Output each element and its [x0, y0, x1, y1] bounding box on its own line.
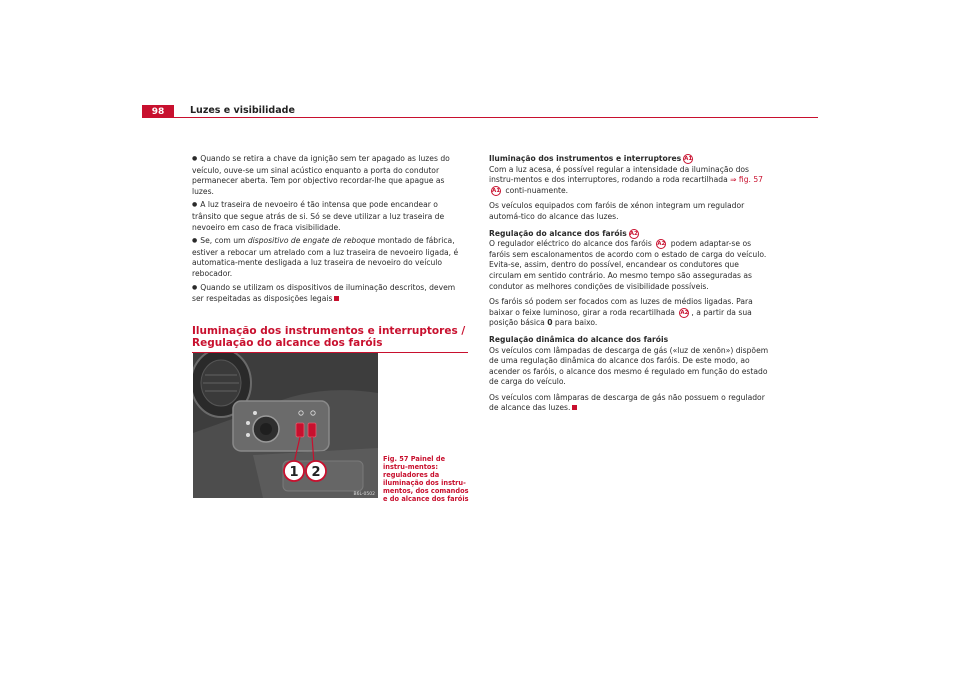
callout-2-label: 2	[311, 465, 321, 480]
paragraph: Os veículos com lâmpadas de descarga de gás («luz de xenõn») dispõem de uma regulação dinâmica do alcance dos faróis. De este modo, ao acender os faróis, o alcance dos mesmo é regulado em função do estado de carga do veículo.	[489, 345, 769, 387]
subheading: Regulação dinâmica do alcance dos faróis	[489, 334, 669, 344]
knob-center	[260, 423, 272, 435]
callout-a2-badge: A2	[679, 308, 689, 318]
end-mark-icon	[572, 405, 577, 410]
paragraph	[489, 239, 769, 292]
bullet-item: ● A luz traseira de nevoeiro é tão intensa que pode encandear o trânsito que segue atrás de si. Só se deve utilizar a luz traseira de nevoeiro em caso de fraca visibilidade.	[192, 200, 468, 233]
paragraph	[489, 393, 769, 414]
left-column	[192, 154, 468, 353]
subheading	[489, 229, 769, 240]
bullet-item: ● Quando se retira a chave da ignição sem ter apagado as luzes do veículo, ouve-se um sinal acústico enquanto a porta do condutor permanecer aberta. Tem por objectivo recordar-lhe que apague as luzes.	[192, 154, 468, 197]
paragraph-text: Os faróis só podem ser focados com as luzes de médios ligadas. Para baixar o feixe luminoso, girar a roda recartilhada	[489, 297, 753, 317]
right-column	[489, 154, 769, 417]
basic-position-zero: 0	[547, 318, 553, 328]
paragraph-text: para baixo.	[552, 318, 598, 328]
symbol-icon	[246, 421, 250, 425]
paragraph-text: , a partir da sua posição básica	[489, 307, 752, 328]
figure-reference-link[interactable]: ⇒ fig. 57	[730, 175, 764, 185]
paragraph-text: podem adaptar-se os faróis sem escalonamentos de acordo com o estado de carga do veículo. Evita-se, assim, dentro do possível, encandear os condutores que circulam em sentido contrário. Ao mesmo tempo são asseguradas as condutor as melhores condições de visibilidade possíveis.	[489, 239, 767, 291]
callout-1-label: 1	[289, 465, 299, 480]
paragraph-text: conti-nuamente.	[503, 185, 569, 195]
paragraph-text: O regulador eléctrico do alcance dos faróis	[489, 239, 655, 249]
symbol-icon	[253, 411, 257, 415]
callout-a1-badge: A1	[491, 186, 501, 196]
bullet-text: montado de fábrica, estiver a rebocar um atrelado com a luz traseira de nevoeiro ligada, é automatica-mente desligada a luz traseira de nevoeiro do veículo rebocador.	[192, 236, 459, 278]
bullet-item	[192, 236, 468, 279]
paragraph-text: Os veículos com lâmparas de descarga de gás não possuem o regulador de alcance das luzes.	[489, 392, 765, 413]
callout-a1-badge: A1	[683, 154, 693, 164]
subheading-text: Regulação do alcance dos faróis	[489, 228, 627, 238]
callout-a2-badge: A2	[629, 229, 639, 239]
header-rule	[142, 117, 818, 118]
paragraph: Os veículos equipados com faróis de xénon integram um regulador automá-tico do alcance das luzes.	[489, 201, 745, 221]
bullet-item	[192, 283, 468, 305]
subheading	[489, 154, 769, 165]
paragraph-text: Com a luz acesa, é possível regular a intensidade da iluminação dos instru-mentos e dos interruptores, rodando a roda recartilhada	[489, 164, 750, 185]
dimmer-wheel	[296, 423, 304, 437]
subheading-text: Iluminação dos instrumentos e interruptores	[489, 154, 682, 163]
bullet-text: Quando se utilizam os dispositivos de iluminação descritos, devem ser respeitadas as disposições legais	[192, 282, 456, 304]
figure-caption: Fig. 57 Painel de instru-mentos: reguladores da iluminação dos instru-mentos, dos comandos e do alcance dos faróis	[383, 455, 469, 503]
headlight-range-wheel	[308, 423, 316, 437]
symbol-icon	[246, 433, 250, 437]
bullet-emphasis: dispositivo de engate de reboque	[247, 236, 376, 246]
bullet-text: Se, com um	[200, 236, 248, 246]
section-title: Iluminação dos instrumentos e interruptores / Regulação do alcance dos faróis	[192, 324, 466, 350]
paragraph	[489, 165, 769, 197]
end-mark-icon	[334, 296, 339, 301]
paragraph	[489, 297, 769, 329]
page-number: 98	[142, 105, 174, 118]
dashboard-illustration	[193, 353, 378, 498]
callout-a2-badge: A2	[656, 239, 666, 249]
figure-code: B6L-0502	[353, 492, 375, 497]
dashboard-figure	[193, 353, 378, 498]
header-title: Luzes e visibilidade	[190, 105, 295, 116]
